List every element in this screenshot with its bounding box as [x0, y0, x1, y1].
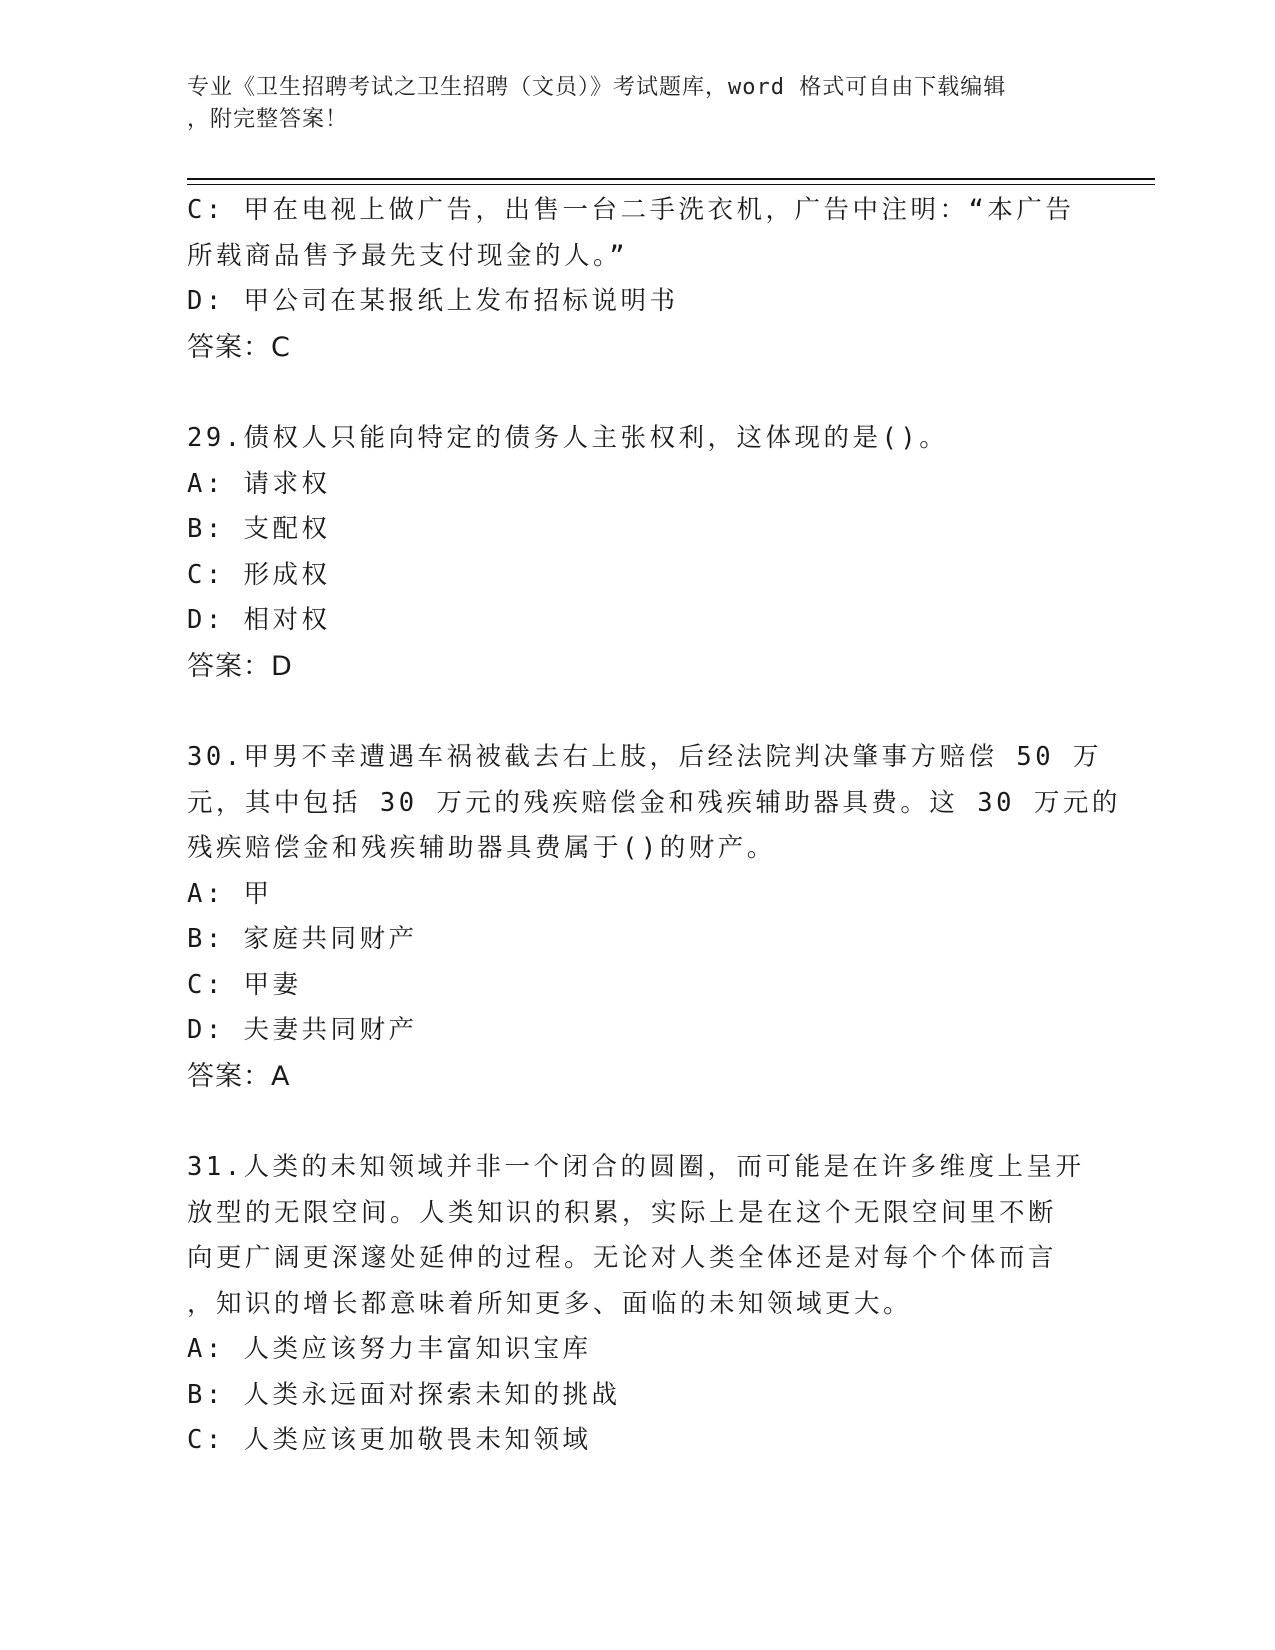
question-28-tail — [187, 188, 1077, 370]
header-rule-thin — [187, 184, 1155, 185]
question-stem: ，知识的增长都意味着所知更多、面临的未知领域更大。 — [187, 1288, 913, 1319]
option-b: B: 人类永远面对探索未知的挑战 — [187, 1379, 621, 1410]
question-stem: 残疾赔偿金和残疾辅助器具费属于()的财产。 — [187, 833, 776, 863]
option-c: C: 甲妻 — [187, 969, 302, 1000]
option-c-cont: 所载商品售予最先支付现金的人。” — [187, 240, 629, 271]
question-stem: 向更广阔更深邃处延伸的过程。无论对人类全体还是对每个个体而言 — [187, 1243, 1058, 1273]
option-d: D: 相对权 — [187, 605, 331, 635]
question-31 — [187, 1145, 1085, 1464]
question-stem: 31.人类的未知领域并非一个闭合的圆圈，而可能是在许多维度上呈开 — [187, 1152, 1085, 1182]
option-a: A: 甲 — [187, 878, 273, 909]
header-rule-thick — [187, 178, 1155, 180]
question-stem: 29.债权人只能向特定的债务人主张权利，这体现的是()。 — [187, 423, 949, 453]
option-c: C: 形成权 — [187, 559, 331, 590]
option-a: A: 人类应该努力丰富知识宝库 — [187, 1334, 592, 1364]
header-line: ，附完整答案！ — [187, 107, 349, 132]
option-d: D: 甲公司在某报纸上发布招标说明书 — [187, 286, 679, 316]
answer: 答案：A — [187, 1060, 291, 1092]
question-stem: 元，其中包括 30 万元的残疾赔偿金和残疾辅助器具费。这 30 万元的 — [187, 787, 1121, 818]
question-content — [187, 188, 1121, 1464]
option-a: A: 请求权 — [187, 468, 331, 499]
spacer — [187, 1099, 1077, 1145]
header-line: 专业《卫生招聘考试之卫生招聘（文员）》考试题库，word 格式可自由下载编辑 — [187, 75, 1007, 100]
spacer — [187, 370, 1077, 416]
option-c: C: 人类应该更加敬畏未知领域 — [187, 1425, 592, 1455]
option-b: B: 支配权 — [187, 514, 331, 544]
option-d: D: 夫妻共同财产 — [187, 1015, 418, 1045]
option-c: C: 甲在电视上做广告，出售一台二手洗衣机，广告中注明：“本广告 — [187, 195, 1075, 225]
question-29 — [187, 416, 1077, 689]
page-header — [187, 72, 1067, 136]
question-stem: 30.甲男不幸遭遇车祸被截去右上肢，后经法院判决肇事方赔偿 50 万 — [187, 742, 1102, 772]
answer: 答案：C — [187, 331, 291, 363]
spacer — [187, 689, 1077, 735]
option-b: B: 家庭共同财产 — [187, 924, 418, 954]
question-30 — [187, 735, 1121, 1099]
question-stem: 放型的无限空间。人类知识的积累，实际上是在这个无限空间里不断 — [187, 1197, 1058, 1228]
answer: 答案：D — [187, 650, 293, 682]
